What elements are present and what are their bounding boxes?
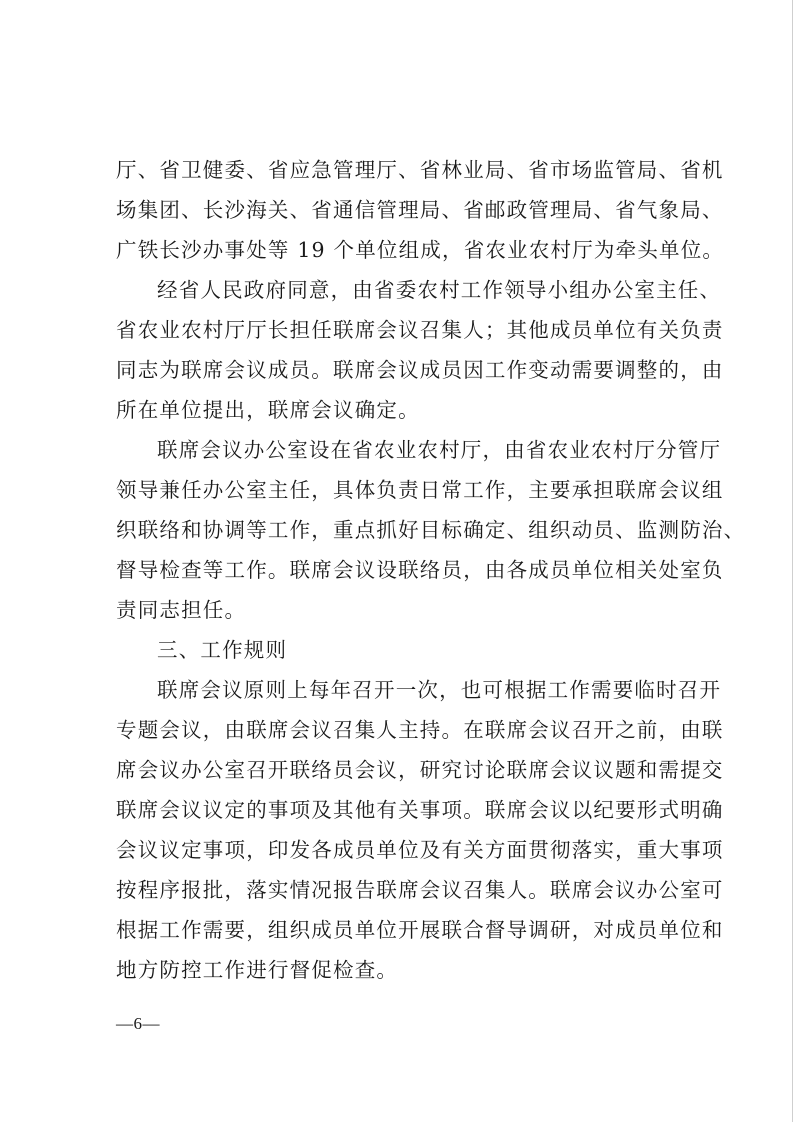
text-line: 领导兼任办公室主任，具体负责日常工作，主要承担联席会议组	[116, 478, 724, 502]
text-line: 省农业农村厅厅长担任联席会议召集人；其他成员单位有关负责	[116, 318, 724, 342]
text-line: 经省人民政府同意，由省委农村工作领导小组办公室主任、	[157, 278, 722, 302]
text-line: 厅、省卫健委、省应急管理厅、省林业局、省市场监管局、省机	[116, 158, 724, 182]
text-line: 专题会议，由联席会议召集人主持。在联席会议召开之前，由联	[116, 718, 724, 742]
text-line: 根据工作需要，组织成员单位开展联合督导调研，对成员单位和	[116, 918, 724, 942]
paragraph-work-rules	[116, 670, 724, 990]
text-line: 联席会议议定的事项及其他有关事项。联席会议以纪要形式明确	[116, 798, 724, 822]
section-heading: 三、工作规则	[157, 638, 288, 662]
text-line: 广铁长沙办事处等 19 个单位组成，省农业农村厅为牵头单位。	[116, 238, 725, 262]
text-line: 所在单位提出，联席会议确定。	[116, 398, 420, 422]
text-line: 联席会议办公室设在省农业农村厅，由省农业农村厅分管厅	[157, 438, 722, 462]
text-line: 地方防控工作进行督促检查。	[116, 958, 399, 982]
text-line: 同志为联席会议成员。联席会议成员因工作变动需要调整的，由	[116, 358, 724, 382]
text-line: 按程序报批，落实情况报告联席会议召集人。联席会议办公室可	[116, 878, 724, 902]
text-line: 织联络和协调等工作，重点抓好目标确定、组织动员、监测防治、	[116, 518, 746, 542]
text-line: 场集团、长沙海关、省通信管理局、省邮政管理局、省气象局、	[116, 198, 724, 222]
paragraph-member-units	[116, 150, 725, 270]
text-line: 会议议定事项，印发各成员单位及有关方面贯彻落实，重大事项	[116, 838, 724, 862]
text-line: 督导检查等工作。联席会议设联络员，由各成员单位相关处室负	[116, 558, 724, 582]
paragraph-convener	[116, 270, 724, 430]
page-number: —6—	[116, 1014, 160, 1033]
paragraph-office	[116, 430, 746, 630]
document-body	[116, 150, 746, 990]
text-line: 席会议办公室召开联络员会议，研究讨论联席会议议题和需提交	[116, 758, 724, 782]
text-line: 联席会议原则上每年召开一次，也可根据工作需要临时召开	[157, 678, 722, 702]
text-line: 责同志担任。	[116, 598, 247, 622]
